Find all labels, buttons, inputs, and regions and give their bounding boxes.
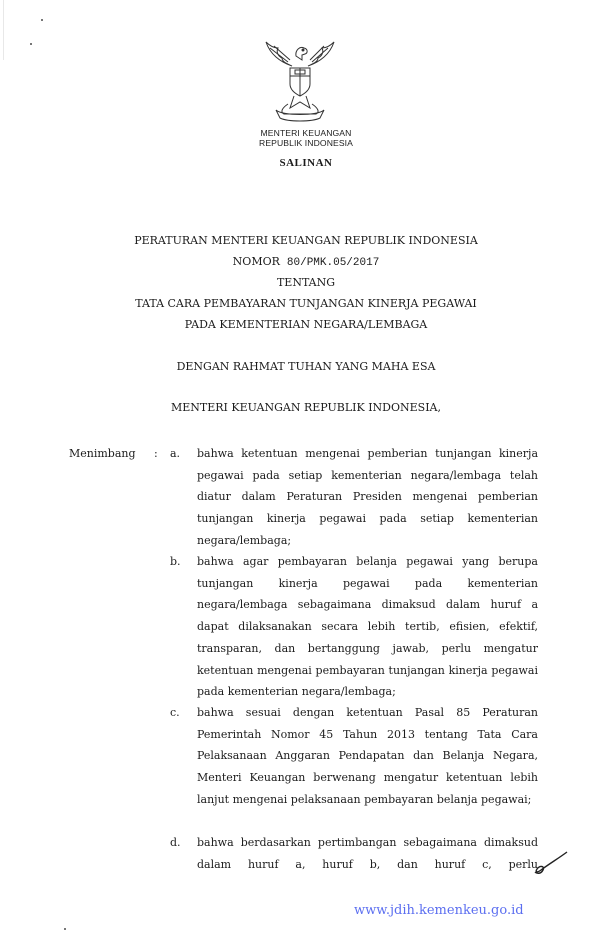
menimbang-colon: :: [154, 447, 158, 460]
scan-speck: [30, 43, 32, 45]
salinan-stamp: SALINAN: [279, 157, 333, 169]
item-marker-c: c.: [170, 706, 180, 719]
regulation-title: PERATURAN MENTERI KEUANGAN REPUBLIK INDONESIA: [134, 234, 478, 247]
item-marker-d: d.: [170, 836, 181, 849]
item-marker-b: b.: [170, 555, 181, 568]
jdih-website-link[interactable]: www.jdih.kemenkeu.go.id: [354, 903, 524, 918]
subject-line1: TATA CARA PEMBAYARAN TUNJANGAN KINERJA PEGAWAI: [135, 297, 477, 310]
item-marker-a: a.: [170, 447, 181, 460]
consideration-item-c: bahwa sesuai dengan ketentuan Pasal 85 Peraturan Pemerintah Nomor 45 Tahun 2013 tentang Tata Cara Pelaksanaan Anggaran Pendapatan dan Belanja Negara, Menteri Keuangan berwenang mengatur ketentuan lebih lanjut mengenai pelaksanaan pembayaran belanja pegawai;: [197, 706, 538, 806]
scan-speck: [41, 19, 43, 21]
consideration-item-d: bahwa berdasarkan pertimbangan sebagaimana dimaksud dalam huruf a, huruf b, dan huruf c, perlu: [197, 836, 538, 871]
consideration-item-b: bahwa agar pembayaran belanja pegawai yang berupa tunjangan kinerja pegawai pada kementerian negara/lembaga sebagaimana dimaksud dalam huruf a dapat dilaksanakan secara lebih tertib, efisien, efektif, transparan, dan bertanggung jawab, perlu mengatur ketentuan mengenai pembayaran tunjangan kinerja pegawai pada kementerian negara/lembaga;: [197, 555, 538, 699]
menimbang-label: Menimbang: [69, 447, 136, 460]
ministry-name-line1: MENTERI KEUANGAN: [260, 128, 352, 138]
garuda-emblem-icon: [262, 36, 338, 126]
invocation: DENGAN RAHMAT TUHAN YANG MAHA ESA: [176, 360, 436, 373]
subject-line2: PADA KEMENTERIAN NEGARA/LEMBAGA: [184, 318, 428, 331]
regulation-number: [0, 254, 612, 271]
tentang-heading: TENTANG: [276, 276, 336, 289]
ministry-name-line2: REPUBLIK INDONESIA: [259, 138, 353, 148]
paraf-signature-icon: [531, 850, 571, 876]
nomor-label: NOMOR: [232, 255, 280, 268]
authority: MENTERI KEUANGAN REPUBLIK INDONESIA,: [170, 401, 442, 414]
nomor-value: 80/PMK.05/2017: [286, 257, 380, 269]
scan-speck: [64, 928, 66, 930]
consideration-item-a: bahwa ketentuan mengenai pemberian tunjangan kinerja pegawai pada setiap kementerian negara/lembaga telah diatur dalam Peraturan Presiden mengenai pemberian tunjangan kinerja pegawai pada setiap kementerian negara/lembaga;: [197, 447, 538, 547]
scan-edge: [3, 0, 4, 60]
